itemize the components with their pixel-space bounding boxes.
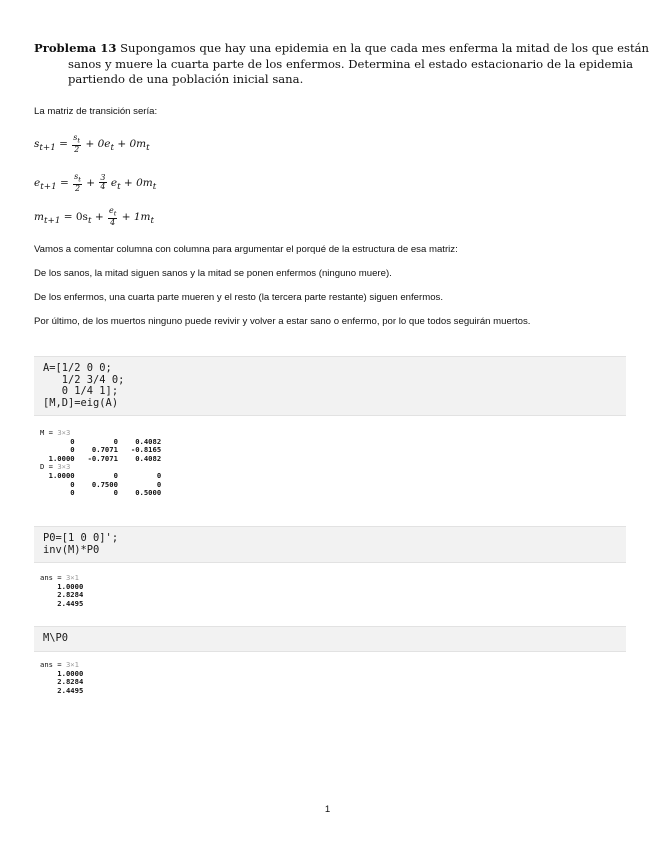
code-output-2	[40, 574, 83, 608]
problem-text-line-1: Supongamos que hay una epidemia en la que cada mes enferma la mitad de los que están	[120, 41, 650, 55]
output-size: 3×1	[65, 573, 79, 582]
paragraph-1: Vamos a comentar columna con columna para argumentar el porqué de la estructura de esa matriz:	[34, 244, 458, 255]
problem-label: Problema 13	[34, 41, 117, 55]
equation-2: $e_{t+1}$ = $\frac{s_t}{2}$ + $\frac{3}{4}$ $e_t + 0m_t$	[34, 172, 157, 193]
paragraph-4: Por último, de los muertos ninguno puede revivir y volver a estar sano o enfermo, por lo que todos seguirán muertos.	[34, 316, 531, 327]
vector-row: 2.4495	[40, 685, 84, 695]
page-number: 1	[324, 804, 331, 815]
intro-text: La matriz de transición sería:	[34, 106, 158, 117]
vector-row: 2.8284	[40, 677, 84, 687]
output-label: ans =	[40, 573, 66, 582]
matrix-row: 0 0.7071 -0.8165	[40, 445, 162, 455]
matrix-row: 0 0 0.4082	[40, 436, 162, 446]
equation-1: $s_{t+1}$ = $\frac{s_t}{2}$ + $0e_t + 0m_t$	[34, 133, 150, 154]
code-input-1[interactable]: A=[1/2 0 0; 1/2 3/4 0; 0 1/4 1]; [M,D]=eig(A)	[43, 362, 125, 409]
output-size: 3×3	[57, 428, 71, 437]
equation-3: $m_{t+1} = 0s_t$ + $\frac{e_t}{4}$ + $1m_t$	[34, 206, 155, 227]
code-input-3[interactable]: M\P0	[43, 632, 69, 644]
code-output-3	[40, 661, 83, 695]
matrix-row: 0 0 0.5000	[40, 488, 162, 498]
code-cell-1[interactable]	[34, 356, 626, 416]
vector-row: 1.0000	[40, 581, 84, 591]
vector-row: 2.8284	[40, 590, 84, 600]
vector-row: 1.0000	[40, 668, 84, 678]
code-cell-3[interactable]	[34, 626, 626, 652]
paragraph-3: De los enfermos, una cuarta parte mueren y el resto (la tercera parte restante) siguen enfermos.	[34, 292, 443, 303]
code-output-1	[40, 429, 161, 498]
code-cell-2[interactable]	[34, 526, 626, 563]
output-label: M =	[40, 428, 58, 437]
vector-row: 2.4495	[40, 598, 84, 608]
code-input-2[interactable]: P0=[1 0 0]'; inv(M)*P0	[43, 532, 119, 556]
matrix-row: 1.0000 0 0	[40, 470, 162, 480]
output-size: 3×1	[65, 660, 79, 669]
paragraph-2: De los sanos, la mitad siguen sanos y la mitad se ponen enfermos (ninguno muere).	[34, 268, 392, 279]
fraction: $\frac{s_t}{2}$	[73, 133, 81, 154]
fraction: $\frac{s_t}{2}$	[74, 172, 81, 193]
fraction: $\frac{e_t}{4}$	[108, 206, 117, 227]
matrix-row: 0 0.7500 0	[40, 479, 162, 489]
problem-text-line-3: partiendo de una población inicial sana.	[68, 72, 304, 86]
output-size: 3×3	[57, 462, 71, 472]
output-label: D =	[40, 462, 58, 472]
output-label: ans =	[40, 660, 66, 669]
fraction: $\frac{3}{4}$	[100, 173, 106, 192]
problem-statement	[34, 41, 655, 88]
matrix-row: 1.0000 -0.7071 0.4082	[40, 453, 162, 463]
problem-text-line-2: sanos y muere la cuarta parte de los enfermos. Determina el estado estacionario de la epidemia	[68, 56, 633, 71]
